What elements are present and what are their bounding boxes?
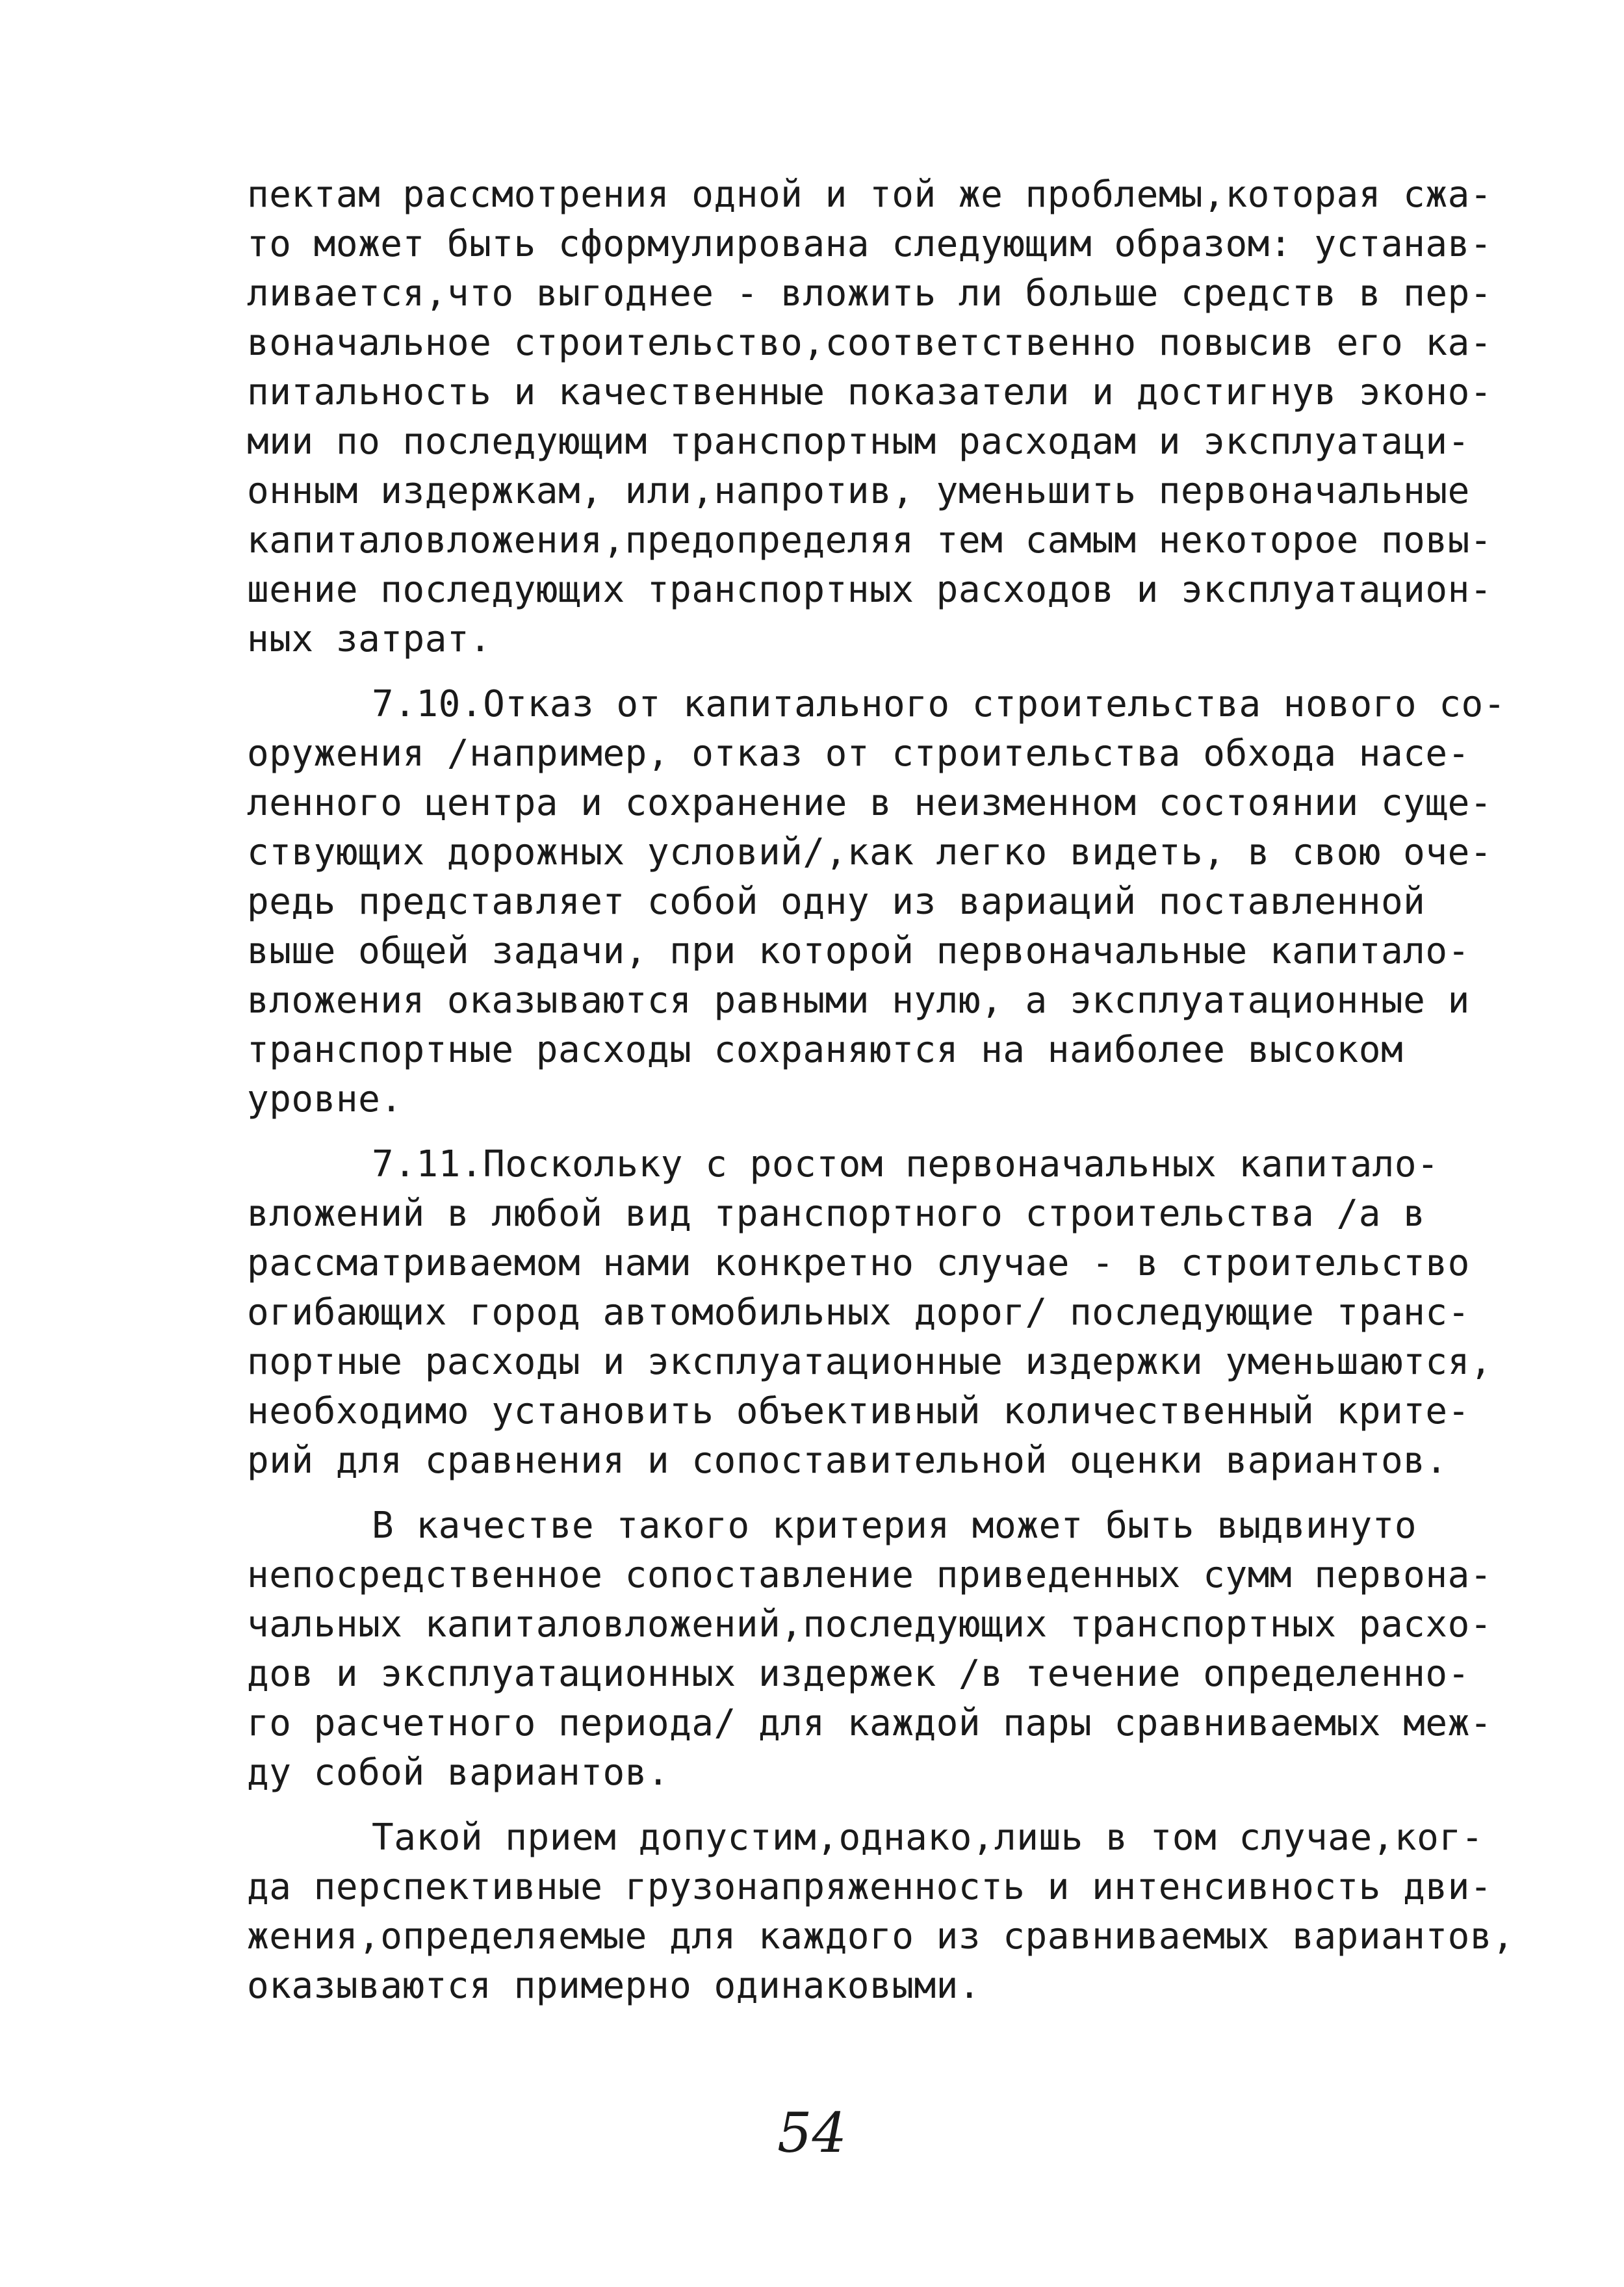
body-text — [247, 170, 1515, 2011]
text-line: ду собой вариантов. — [247, 1751, 670, 1794]
text-line: уровне. — [247, 1078, 403, 1120]
text-line: выше общей задачи, при которой первоначальные капитало- — [247, 930, 1470, 972]
text-line: В качестве такого критерия может быть выдвинуто — [372, 1505, 1417, 1547]
text-line: рассматриваемом нами конкретно случае - в строительство — [247, 1242, 1470, 1284]
text-line: оказываются примерно одинаковыми. — [247, 1965, 981, 2007]
text-line: капиталовложения,предопределяя тем самым некоторое повы- — [247, 519, 1493, 562]
text-line: огибающих город автомобильных дорог/ последующие транс- — [247, 1291, 1470, 1334]
text-line: да перспективные грузонапряженность и интенсивность дви- — [247, 1866, 1493, 1908]
paragraph — [247, 1813, 1515, 2011]
text-line: оружения /например, отказ от строительства обхода насе- — [247, 732, 1470, 775]
text-line: вложения оказываются равными нулю, а эксплуатационные и — [247, 979, 1470, 1022]
text-line: жения,определяемые для каждого из сравниваемых вариантов, — [247, 1915, 1515, 1958]
text-line: транспортные расходы сохраняются на наиболее высоком — [247, 1029, 1404, 1071]
text-line: го расчетного периода/ для каждой пары сравниваемых меж- — [247, 1702, 1493, 1744]
text-line: рий для сравнения и сопоставительной оценки вариантов. — [247, 1440, 1448, 1482]
paragraph — [247, 680, 1506, 1124]
text-line: 7.11.Поскольку с ростом первоначальных капитало- — [372, 1143, 1439, 1185]
text-line: питальность и качественные показатели и достигнув эконо- — [247, 371, 1493, 413]
paragraph — [247, 170, 1493, 664]
text-line: ленного центра и сохранение в неизменном состоянии суще- — [247, 782, 1493, 824]
text-line: Такой прием допустим,однако,лишь в том случае,ког- — [372, 1816, 1484, 1859]
text-line: дов и эксплуатационных издержек /в течение определенно- — [247, 1653, 1470, 1695]
text-line: воначальное строительство,соответственно повысив его ка- — [247, 322, 1493, 364]
text-line: ливается,что выгоднее - вложить ли больше средств в пер- — [247, 272, 1493, 315]
text-line: необходимо установить объективный количественный крите- — [247, 1390, 1470, 1432]
text-line: ных затрат. — [247, 618, 492, 660]
page-number: 54 — [777, 2101, 847, 2165]
paragraph — [247, 1501, 1493, 1798]
text-line: шение последующих транспортных расходов и эксплуатацион- — [247, 569, 1493, 611]
text-line: редь представляет собой одну из вариаций поставленной — [247, 881, 1426, 923]
paragraph — [247, 1140, 1493, 1486]
text-line: чальных капиталовложений,последующих транспортных расхо- — [247, 1603, 1493, 1646]
text-line: онным издержкам, или,напротив, уменьшить первоначальные — [247, 470, 1470, 512]
text-line: то может быть сформулирована следующим образом: устанав- — [247, 223, 1493, 265]
text-line: мии по последующим транспортным расходам и эксплуатаци- — [247, 420, 1470, 463]
text-line: ствующих дорожных условий/,как легко видеть, в свою оче- — [247, 831, 1493, 873]
text-line: 7.10.Отказ от капитального строительства нового со- — [372, 683, 1506, 725]
text-line: пектам рассмотрения одной и той же проблемы,которая сжа- — [247, 174, 1493, 216]
text-line: портные расходы и эксплуатационные издержки уменьшаются, — [247, 1341, 1493, 1383]
text-line: непосредственное сопоставление приведенных сумм первона- — [247, 1554, 1493, 1596]
text-line: вложений в любой вид транспортного строительства /а в — [247, 1193, 1426, 1235]
